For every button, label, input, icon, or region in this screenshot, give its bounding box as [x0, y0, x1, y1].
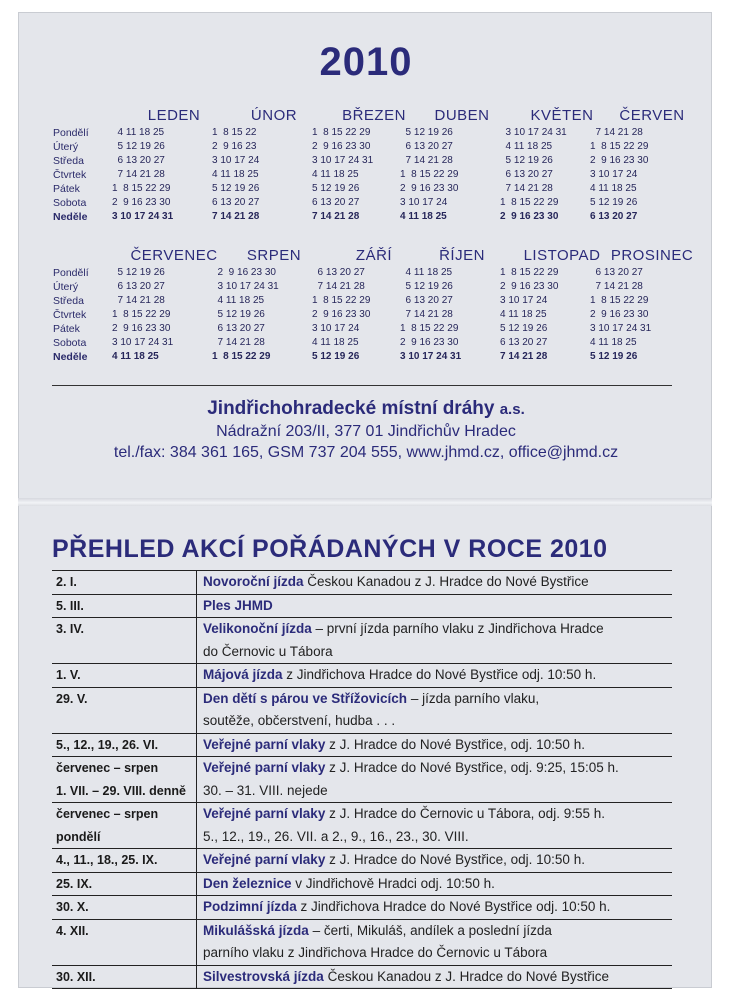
week-row: 1 8 15 22 29	[400, 169, 459, 180]
event-date	[52, 594, 197, 618]
week-row: 1 8 15 22 29	[500, 197, 559, 208]
event-date	[52, 571, 197, 595]
week-row: 2 9 16 23 30	[312, 309, 371, 320]
event-text-line-2: do Černovic u Tábora	[203, 643, 333, 659]
week-row: 6 13 20 27	[312, 197, 360, 208]
event-description	[197, 896, 673, 920]
event-name: Den dětí s párou ve Střížovicích	[203, 690, 408, 706]
event-date	[52, 664, 197, 688]
fold-line	[18, 498, 712, 506]
month-name: DUBEN	[434, 107, 490, 124]
day-label: Pondělí	[53, 267, 89, 279]
company-contact: tel./fax: 384 361 165, GSM 737 204 555, www.jhmd.cz, office@jhmd.cz	[113, 444, 619, 461]
month-name: ZÁŘÍ	[355, 247, 393, 264]
week-row: 5 12 19 26	[312, 351, 360, 362]
week-row: 4 11 18 25	[500, 309, 547, 320]
event-description	[197, 872, 673, 896]
day-labels-bottom	[53, 266, 89, 364]
week-row: 4 11 18 25	[112, 127, 165, 138]
week-row: 7 14 21 28	[500, 351, 548, 362]
event-text: z J. Hradce do Nové Bystřice, odj. 10:50 h.	[325, 852, 585, 867]
week-row: 5 12 19 26	[112, 267, 165, 278]
week-row: 7 14 21 28	[590, 127, 643, 138]
week-row: 1 8 15 22 29	[590, 295, 649, 306]
company-name	[0, 398, 732, 420]
event-date-line: 30. XII.	[56, 969, 96, 984]
week-row: 1 8 15 22 29	[112, 309, 171, 320]
event-description	[197, 664, 673, 688]
week-row: 2 9 16 23 30	[590, 309, 649, 320]
week-row: 3 10 17 24	[212, 155, 260, 166]
week-row: 7 14 21 28	[590, 281, 643, 292]
event-text: z J. Hradce do Nové Bystřice, odj. 10:50 h.	[325, 736, 585, 752]
week-row: 4 11 18 25	[590, 337, 637, 348]
week-row: 5 12 19 26	[590, 351, 638, 362]
events-table	[52, 570, 672, 989]
week-row: 7 14 21 28	[312, 281, 365, 292]
month-name: LEDEN	[147, 107, 201, 124]
day-label: Čtvrtek	[53, 309, 87, 321]
event-date-line: 25. IX.	[56, 876, 93, 891]
week-row: 7 14 21 28	[500, 183, 553, 194]
event-description	[197, 733, 673, 757]
event-text-line-2: soutěže, občerstvení, hudba . . .	[203, 713, 396, 728]
week-row: 4 11 18 25	[400, 267, 453, 278]
month-block	[590, 106, 714, 224]
event-description	[197, 594, 673, 618]
event-name: Den železnice	[203, 875, 292, 891]
week-row: 5 12 19 26	[400, 281, 453, 292]
event-text: v Jindřichově Hradci odj. 10:50 h.	[291, 875, 495, 891]
week-row: 3 10 17 24 31	[112, 211, 174, 222]
event-date-line: 5., 12., 19., 26. VI.	[56, 737, 159, 752]
event-description	[197, 803, 673, 849]
week-row: 7 14 21 28	[400, 155, 453, 166]
week-row: 6 13 20 27	[112, 281, 165, 292]
week-row: 2 9 16 23 30	[112, 197, 171, 208]
month-name: ČERVENEC	[130, 247, 218, 264]
week-row: 7 14 21 28	[212, 337, 265, 348]
week-row: 1 8 15 22 29	[500, 267, 559, 278]
week-row: 2 9 16 23 30	[400, 337, 459, 348]
event-date	[52, 757, 197, 803]
event-text: – první jízda parního vlaku z Jindřichova Hradce	[311, 621, 604, 636]
year-title: 2010	[319, 40, 413, 84]
week-row: 6 13 20 27	[212, 197, 260, 208]
day-label: Čtvrtek	[53, 169, 87, 181]
event-date-line: 4., 11., 18., 25. IX.	[56, 853, 158, 867]
event-date-line: červenec – srpen	[56, 761, 159, 775]
event-description	[197, 757, 673, 803]
week-row: 2 9 16 23 30	[400, 183, 459, 194]
week-row: 3 10 17 24 31	[212, 281, 279, 292]
event-date-line-2: pondělí	[56, 829, 101, 844]
week-row: 5 12 19 26	[500, 155, 553, 166]
day-label: Úterý	[53, 141, 79, 153]
table-row	[52, 594, 672, 618]
week-row: 1 8 15 22 29	[590, 141, 649, 152]
day-label: Pátek	[53, 183, 80, 195]
table-row	[52, 803, 672, 849]
week-row: 2 9 16 23 30	[500, 281, 559, 292]
event-name: Novoroční jízda	[203, 574, 304, 589]
week-row: 5 12 19 26	[590, 197, 638, 208]
event-date-line: 4. XII.	[56, 923, 89, 938]
month-name: ŘÍJEN	[439, 247, 485, 264]
company-suffix: a.s.	[499, 401, 525, 418]
event-date-line: 5. III.	[56, 598, 84, 613]
event-description	[197, 618, 673, 664]
event-name: Ples JHMD	[203, 597, 273, 613]
week-row: 5 12 19 26	[400, 127, 453, 138]
day-label: Sobota	[53, 337, 87, 349]
event-text: z Jindřichova Hradce do Nové Bystřice odj. 10:50 h.	[296, 899, 611, 914]
week-row: 1 8 15 22	[212, 127, 257, 138]
week-row: 7 14 21 28	[400, 309, 453, 320]
event-date	[52, 849, 197, 873]
week-row: 5 12 19 26	[212, 309, 265, 320]
event-text: Českou Kanadou z J. Hradce do Nové Bystřice	[323, 968, 609, 984]
event-text: – čerti, Mikuláš, andílek a poslední jízda	[308, 922, 552, 938]
week-row: 4 11 18 25	[312, 337, 359, 348]
company-address: Nádražní 203/II, 377 01 Jindřichův Hradec	[216, 423, 516, 440]
event-text-line-2: parního vlaku z Jindřichova Hradce do Černovic u Tábora	[203, 945, 548, 960]
week-row: 5 12 19 26	[112, 141, 165, 152]
event-date	[52, 803, 197, 849]
event-name: Veřejné parní vlaky	[203, 760, 326, 775]
day-labels-top	[53, 126, 89, 224]
week-row: 1 8 15 22 29	[112, 183, 171, 194]
event-name: Mikulášská jízda	[203, 922, 309, 938]
event-date-line-2: 1. VII. – 29. VIII. denně	[56, 783, 186, 798]
event-name: Veřejné parní vlaky	[203, 736, 326, 752]
event-date	[52, 872, 197, 896]
week-row: 3 10 17 24 31	[312, 155, 374, 166]
month-name: ČERVEN	[619, 107, 685, 124]
day-label: Sobota	[53, 197, 87, 209]
week-row: 5 12 19 26	[500, 323, 548, 334]
day-label: Pátek	[53, 323, 80, 335]
week-row: 6 13 20 27	[312, 267, 365, 278]
event-date-line: červenec – srpen	[56, 807, 159, 821]
event-text: Českou Kanadou z J. Hradce do Nové Bystřice	[303, 574, 589, 589]
week-row: 7 14 21 28	[212, 211, 260, 222]
divider	[52, 385, 672, 386]
month-name: SRPEN	[246, 247, 302, 264]
week-row: 3 10 17 24 31	[590, 323, 652, 334]
week-row: 2 9 16 23 30	[590, 155, 649, 166]
month-name: PROSINEC	[610, 247, 694, 264]
week-row: 4 11 18 25	[400, 211, 447, 222]
week-row: 4 11 18 25	[112, 351, 159, 362]
week-row: 6 13 20 27	[112, 155, 165, 166]
week-row: 2 9 16 23 30	[500, 211, 559, 222]
table-row	[52, 664, 672, 688]
event-description	[197, 571, 673, 595]
event-text: z J. Hradce do Černovic u Tábora, odj. 9:55 h.	[325, 806, 605, 821]
day-label: Středa	[53, 295, 84, 307]
month-block	[590, 246, 714, 364]
event-date	[52, 733, 197, 757]
week-row: 6 13 20 27	[400, 295, 453, 306]
week-row: 1 8 15 22 29	[312, 127, 371, 138]
event-name: Silvestrovská jízda	[203, 968, 324, 984]
table-row	[52, 919, 672, 965]
week-row: 1 8 15 22 29	[212, 351, 271, 362]
event-description	[197, 687, 673, 733]
table-row	[52, 757, 672, 803]
week-row: 7 14 21 28	[312, 211, 360, 222]
week-row: 3 10 17 24 31	[112, 337, 174, 348]
week-row: 6 13 20 27	[400, 141, 453, 152]
table-row	[52, 896, 672, 920]
event-text-line-2: 30. – 31. VIII. nejede	[203, 782, 328, 798]
week-row: 3 10 17 24	[400, 197, 448, 208]
event-date-line: 2. I.	[56, 575, 77, 589]
month-name: ÚNOR	[250, 107, 298, 124]
week-row: 6 13 20 27	[212, 323, 265, 334]
week-row: 5 12 19 26	[212, 183, 260, 194]
day-label: Neděle	[53, 351, 88, 363]
week-row: 3 10 17 24	[500, 295, 548, 306]
event-date-line: 30. X.	[56, 900, 89, 914]
week-row: 4 11 18 25	[590, 183, 637, 194]
week-row: 7 14 21 28	[112, 169, 165, 180]
event-text: z J. Hradce do Nové Bystřice, odj. 9:25, 15:05 h.	[325, 760, 619, 775]
week-row: 6 13 20 27	[500, 169, 553, 180]
week-row: 3 10 17 24	[590, 169, 638, 180]
table-row	[52, 849, 672, 873]
week-row: 2 9 16 23	[212, 141, 257, 152]
event-name: Podzimní jízda	[203, 899, 297, 914]
table-row	[52, 618, 672, 664]
event-text: – jízda parního vlaku,	[407, 690, 540, 706]
week-row: 7 14 21 28	[112, 295, 165, 306]
week-row: 4 11 18 25	[212, 295, 265, 306]
event-text-line-2: 5., 12., 19., 26. VII. a 2., 9., 16., 23., 30. VIII.	[203, 828, 469, 844]
day-label: Úterý	[53, 281, 79, 293]
event-name: Májová jízda	[203, 667, 283, 682]
month-name: KVĚTEN	[530, 107, 594, 124]
day-label: Pondělí	[53, 127, 89, 139]
event-date	[52, 965, 197, 989]
week-row: 2 9 16 23 30	[312, 141, 371, 152]
event-name: Veřejné parní vlaky	[203, 806, 326, 821]
week-row: 5 12 19 26	[312, 183, 360, 194]
week-row: 6 13 20 27	[590, 267, 643, 278]
day-label: Neděle	[53, 211, 88, 223]
event-name: Velikonoční jízda	[203, 621, 312, 636]
week-row: 4 11 18 25	[212, 169, 259, 180]
month-name: BŘEZEN	[342, 107, 406, 124]
table-row	[52, 733, 672, 757]
event-date-line: 3. IV.	[56, 622, 85, 636]
week-row: 3 10 17 24 31	[400, 351, 462, 362]
events-heading: PŘEHLED AKCÍ POŘÁDANÝCH V ROCE 2010	[52, 535, 608, 563]
event-date	[52, 618, 197, 664]
event-description	[197, 919, 673, 965]
company-name-text: Jindřichohradecké místní dráhy	[207, 398, 495, 419]
week-row: 3 10 17 24 31	[500, 127, 567, 138]
event-date	[52, 919, 197, 965]
week-row: 2 9 16 23 30	[212, 267, 276, 278]
week-row: 6 13 20 27	[500, 337, 548, 348]
week-row: 2 9 16 23 30	[112, 323, 171, 334]
event-description	[197, 849, 673, 873]
event-date-line: 1. V.	[56, 668, 81, 682]
week-row: 4 11 18 25	[312, 169, 359, 180]
table-row	[52, 965, 672, 989]
month-name: LISTOPAD	[523, 247, 601, 264]
table-row	[52, 872, 672, 896]
day-label: Středa	[53, 155, 84, 167]
event-date	[52, 896, 197, 920]
event-name: Veřejné parní vlaky	[203, 852, 326, 867]
week-row: 1 8 15 22 29	[312, 295, 371, 306]
week-row: 6 13 20 27	[590, 211, 638, 222]
week-row: 1 8 15 22 29	[400, 323, 459, 334]
event-date	[52, 687, 197, 733]
week-row: 3 10 17 24	[312, 323, 360, 334]
table-row	[52, 571, 672, 595]
event-date-line: 29. V.	[56, 691, 88, 706]
week-row: 4 11 18 25	[500, 141, 553, 152]
event-text: z Jindřichova Hradce do Nové Bystřice odj. 10:50 h.	[282, 667, 597, 682]
table-row	[52, 687, 672, 733]
event-description	[197, 965, 673, 989]
